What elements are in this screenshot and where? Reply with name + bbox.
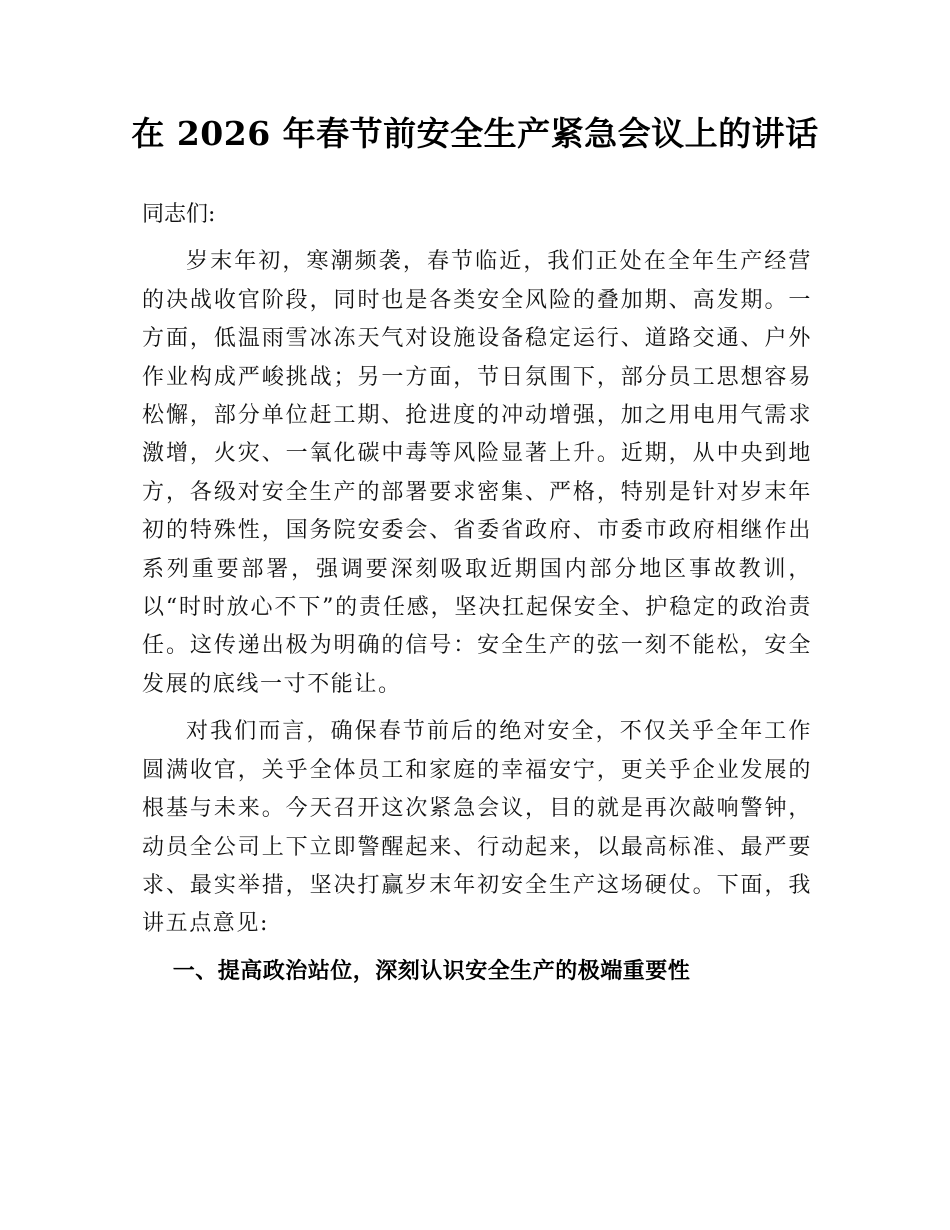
paragraph-1: 岁末年初，寒潮频袭，春节临近，我们正处在全年生产经营的决战收官阶段，同时也是各类安全风险的叠加期、高发期。一方面，低温雨雪冰冻天气对设施设备稳定运行、道路交通、户外作业构成严峻挑战；另一方面，节日氛围下，部分员工思想容易松懈，部分单位赶工期、抢进度的冲动增强，加之用电用气需求激增，火灾、一氧化碳中毒等风险显著上升。近期，从中央到地方，各级对安全生产的部署要求密集、严格，特别是针对岁末年初的特殊性，国务院安委会、省委省政府、市委市政府相继作出系列重要部署，强调要深刻吸取近期国内部分地区事故教训，以“时时放心不下”的责任感，坚决扛起保安全、护稳定的政治责任。这传递出极为明确的信号：安全生产的弦一刻不能松，安全发展的底线一寸不能让。 (142, 249, 812, 697)
salutation: 同志们: (142, 202, 216, 227)
document-title: 在 2026 年春节前安全生产紧急会议上的讲话 (131, 114, 819, 153)
document-body (142, 196, 812, 991)
paragraph-2: 对我们而言，确保春节前后的绝对安全，不仅关乎全年工作圆满收官，关乎全体员工和家庭的幸福安宁，更关乎企业发展的根基与未来。今天召开这次紧急会议，目的就是再次敲响警钟，动员全公司上下立即警醒起来、行动起来，以最高标准、最严要求、最实举措，坚决打赢岁末年初安全生产这场硬仗。下面，我讲五点意见: (142, 719, 812, 937)
section-heading-1: 一、提高政治站位，深刻认识安全生产的极端重要性 (172, 958, 691, 984)
